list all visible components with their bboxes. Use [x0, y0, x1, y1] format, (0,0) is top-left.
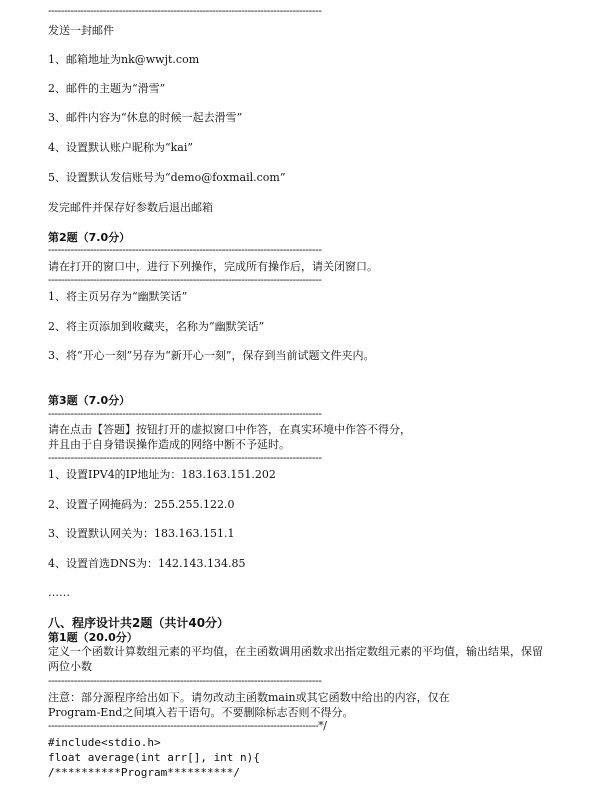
separator-line: ------------------------------------------------------------------------------------- — [48, 275, 322, 285]
q2-heading: 第2题（7.0分） — [48, 231, 131, 244]
separator-line: ------------------------------------------------------------------------------------- — [48, 453, 322, 463]
q1-item-3: 3、邮件内容为“休息的时候一起去滑雪” — [48, 111, 243, 124]
q2-item-1: 1、将主页另存为“幽默笑话” — [48, 290, 188, 303]
q2-item-3: 3、将“开心一刻”另存为“新开心一刻”，保存到当前试题文件夹内。 — [48, 349, 375, 362]
section-heading: 八、程序设计共2题（共计40分） — [48, 616, 230, 630]
q3-instruction-line-2: 并且由于自身错误操作造成的网络中断不予延时。 — [48, 438, 290, 451]
q2-item-2: 2、将主页添加到收藏夹，名称为“幽默笑话” — [48, 320, 265, 333]
q3-item-2: 2、设置子网掩码为：255.255.122.0 — [48, 498, 235, 511]
q3-item-3: 3、设置默认网关为：183.163.151.1 — [48, 527, 235, 540]
program-note-line-1: 注意：部分源程序给出如下。请勿改动主函数main或其它函数中给出的内容，仅在 — [48, 691, 450, 704]
q1-title: 发送一封邮件 — [48, 24, 114, 37]
q3-heading: 第3题（7.0分） — [48, 394, 131, 407]
separator-line: ------------------------------------------------------------------------------------- — [48, 6, 322, 16]
code-line-2: float average(int arr[], int n){ — [48, 751, 260, 764]
separator-line: ------------------------------------------------------------------------------------- — [48, 409, 322, 419]
code-line-1: #include<stdio.h> — [48, 736, 161, 749]
comment-end-line: ------------------------------------------------------------------------------------*/ — [48, 721, 327, 731]
q1-item-5: 5、设置默认发信账号为“demo@foxmail.com” — [48, 171, 286, 184]
q3-item-1: 1、设置IPV4的IP地址为：183.163.151.202 — [48, 468, 276, 481]
q3-instruction-line-1: 请在点击【答题】按钮打开的虚拟窗口中作答，在真实环境中作答不得分， — [48, 423, 411, 436]
separator-line: ------------------------------------------------------------------------------------- — [48, 245, 322, 255]
program-q1-heading: 第1题（20.0分） — [48, 631, 138, 644]
q1-item-1: 1、邮箱地址为nk@wwjt.com — [48, 53, 200, 66]
q1-item-2: 2、邮件的主题为“滑雪” — [48, 82, 166, 95]
q3-item-4: 4、设置首选DNS为：142.143.134.85 — [48, 557, 246, 570]
code-line-3: /**********Program**********/ — [48, 766, 241, 779]
program-q1-description-line-1: 定义一个函数计算数组元素的平均值，在主函数调用函数求出指定数组元素的平均值，输出结果，保留 — [48, 645, 543, 658]
q2-instruction: 请在打开的窗口中，进行下列操作，完成所有操作后，请关闭窗口。 — [48, 260, 378, 273]
q1-item-4: 4、设置默认账户昵称为“kai” — [48, 141, 193, 154]
separator-line: ------------------------------------------------------------------------------------- — [48, 676, 322, 686]
q1-footer: 发完邮件并保存好参数后退出邮箱 — [48, 201, 213, 214]
q3-ellipsis: …… — [48, 586, 70, 599]
program-note-line-2: Program-End之间填入若干语句。不要删除标志否则不得分。 — [48, 706, 354, 719]
program-q1-description-line-2: 两位小数 — [48, 660, 92, 673]
